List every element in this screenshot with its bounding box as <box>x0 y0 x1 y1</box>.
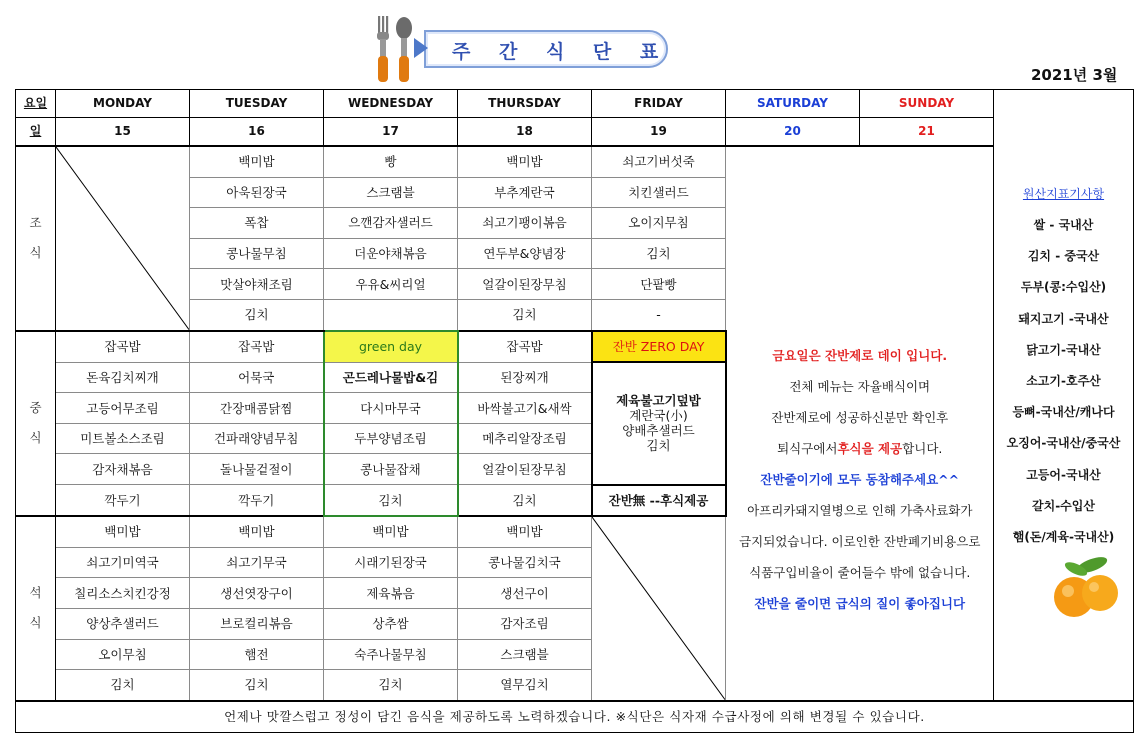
menu-item: 백미밥 <box>324 516 458 547</box>
menu-item: 잡곡밥 <box>56 331 190 363</box>
menu-item: 생선엿장구이 <box>190 578 324 609</box>
menu-item: 김치 <box>56 670 190 701</box>
notice-line: 아프리카돼지열병으로 인해 가축사료화가 <box>747 502 973 518</box>
notice-line-emphasis: 잔반줄이기에 모두 동참해주세요^^ <box>760 471 960 487</box>
menu-item: 백미밥 <box>56 516 190 547</box>
menu-item: 백미밥 <box>458 516 592 547</box>
notice-line-emphasis: 잔반을 줄이면 급식의 질이 좋아집니다 <box>754 595 966 611</box>
menu-item: 된장찌개 <box>458 362 592 393</box>
menu-item: 어묵국 <box>190 362 324 393</box>
day-monday: MONDAY <box>56 90 190 118</box>
empty-slash-cell <box>592 516 726 701</box>
day-wednesday: WEDNESDAY <box>324 90 458 118</box>
day-sunday: SUNDAY <box>860 90 994 118</box>
menu-item: 쇠고기미역국 <box>56 547 190 578</box>
notice-headline: 금요일은 잔반제로 데이 입니다. <box>772 347 948 363</box>
day-thursday: THURSDAY <box>458 90 592 118</box>
menu-item: 바싹불고기&새싹 <box>458 393 592 424</box>
day-label: 요일 <box>16 90 56 118</box>
date-cell: 16 <box>190 118 324 147</box>
menu-item: 더운야채볶음 <box>324 238 458 269</box>
menu-item: 아욱된장국 <box>190 177 324 208</box>
menu-item: 콩나물김치국 <box>458 547 592 578</box>
menu-item: 김치 <box>646 438 671 454</box>
menu-item: 감자조림 <box>458 608 592 639</box>
orange-icon <box>1046 553 1126 625</box>
origin-item: 등뼈-국내산/캐나다 <box>1012 405 1115 420</box>
date-cell: 20 <box>726 118 860 147</box>
menu-item: 얼갈이된장무침 <box>458 269 592 300</box>
banner-arrow <box>414 38 428 58</box>
date-label: 일 <box>16 118 56 147</box>
weekly-menu-table <box>15 89 1134 733</box>
menu-item: 치킨샐러드 <box>592 177 726 208</box>
menu-item: 브로컬리볶음 <box>190 608 324 639</box>
day-tuesday: TUESDAY <box>190 90 324 118</box>
menu-item: 폭찹 <box>190 208 324 239</box>
menu-item: 스크램블 <box>324 177 458 208</box>
menu-item: 시래기된장국 <box>324 547 458 578</box>
green-day-badge: green day <box>324 331 458 363</box>
menu-item: 오이지무침 <box>592 208 726 239</box>
menu-item: 감자채볶음 <box>56 454 190 485</box>
friday-lunch-menu <box>592 362 726 484</box>
day-saturday: SATURDAY <box>726 90 860 118</box>
menu-item: - <box>592 299 726 330</box>
menu-item <box>324 299 458 330</box>
menu-item: 깍두기 <box>190 485 324 517</box>
menu-item: 깍두기 <box>56 485 190 517</box>
menu-item: 생선구이 <box>458 578 592 609</box>
empty-slash-cell <box>56 146 190 331</box>
menu-item: 양상추샐러드 <box>56 608 190 639</box>
menu-item: 백미밥 <box>190 146 324 177</box>
menu-item: 미트볼소스조림 <box>56 423 190 454</box>
origin-panel <box>994 90 1134 701</box>
notice-line: 금지되었습니다. 이로인한 잔반폐기비용으로 <box>739 533 981 549</box>
menu-item: 백미밥 <box>458 146 592 177</box>
origin-item: 햄(돈/계육-국내산) <box>1012 529 1115 544</box>
menu-item: 두부양념조림 <box>324 423 458 454</box>
menu-item: 오이무침 <box>56 639 190 670</box>
notice-line: 식품구입비율이 줄어들수 밖에 없습니다. <box>749 564 971 580</box>
date-cell: 18 <box>458 118 592 147</box>
notice-panel <box>726 146 994 701</box>
origin-item: 소고기-호주산 <box>1026 373 1101 388</box>
date-cell: 17 <box>324 118 458 147</box>
menu-item: 우유&씨리얼 <box>324 269 458 300</box>
meal-label-lunch: 중 식 <box>16 331 56 517</box>
menu-item: 햄전 <box>190 639 324 670</box>
menu-item: 돌나물겉절이 <box>190 454 324 485</box>
origin-item: 오징어-국내산/중국산 <box>1006 436 1121 451</box>
menu-item: 잡곡밥 <box>458 331 592 363</box>
menu-item: 돈육김치찌개 <box>56 362 190 393</box>
menu-item: 열무김치 <box>458 670 592 701</box>
meal-label-dinner: 석 식 <box>16 516 56 701</box>
breakfast-row <box>16 146 1134 177</box>
menu-item: 얼갈이된장무침 <box>458 454 592 485</box>
origin-title: 원산지표기사항 <box>1022 186 1105 201</box>
menu-item: 김치 <box>324 670 458 701</box>
menu-item: 간장매콤닭찜 <box>190 393 324 424</box>
month-label: 2021년 3월 <box>1031 66 1118 84</box>
date-cell: 21 <box>860 118 994 147</box>
origin-item: 닭고기-국내산 <box>1026 342 1101 357</box>
origin-item: 고등어-국내산 <box>1026 467 1101 482</box>
title-banner <box>362 14 672 84</box>
meal-label-breakfast: 조 식 <box>16 146 56 331</box>
menu-item: 김치 <box>190 670 324 701</box>
fork-spoon-icon <box>362 14 422 84</box>
menu-item: 곤드레나물밥&김 <box>324 362 458 393</box>
menu-item: 제육볶음 <box>324 578 458 609</box>
date-header-row <box>16 118 1134 147</box>
page-title: 주 간 식 단 표 <box>452 41 670 63</box>
menu-item: 잡곡밥 <box>190 331 324 363</box>
footer-note: 언제나 맛깔스럽고 정성이 담긴 음식을 제공하도록 노력하겠습니다. ※식단은 식자재 수급사정에 의해 변경될 수 있습니다. <box>16 701 1134 733</box>
menu-item: 으깬감자샐러드 <box>324 208 458 239</box>
menu-item: 메추리알장조림 <box>458 423 592 454</box>
menu-item: 콩나물잡채 <box>324 454 458 485</box>
menu-item: 양배추샐러드 <box>622 423 695 439</box>
menu-item: 단팥빵 <box>592 269 726 300</box>
origin-item: 쌀 - 국내산 <box>1033 218 1094 232</box>
origin-item: 김치 - 중국산 <box>1027 249 1100 264</box>
notice-line: 잔반제로에 성공하신분만 확인후 <box>771 409 949 425</box>
zero-day-footer: 잔반無 --후식제공 <box>592 485 726 517</box>
notice-line: 전체 메뉴는 자율배식이며 <box>789 378 931 394</box>
menu-item: 쇠고기무국 <box>190 547 324 578</box>
origin-item: 돼지고기 -국내산 <box>1018 311 1109 326</box>
day-header-row <box>16 90 1134 118</box>
date-cell: 19 <box>592 118 726 147</box>
menu-item: 고등어무조림 <box>56 393 190 424</box>
menu-item: 칠리소스치킨강정 <box>56 578 190 609</box>
friday-main-dish: 제육불고기덮밥 <box>616 393 701 409</box>
menu-item: 김치 <box>324 485 458 517</box>
menu-item: 백미밥 <box>190 516 324 547</box>
menu-item: 다시마무국 <box>324 393 458 424</box>
zero-day-badge: 잔반 ZERO DAY <box>592 331 726 363</box>
menu-item: 김치 <box>190 299 324 330</box>
origin-item: 갈치-수입산 <box>1032 498 1095 513</box>
date-cell: 15 <box>56 118 190 147</box>
menu-item: 숙주나물무침 <box>324 639 458 670</box>
origin-item: 두부(콩:수입산) <box>1020 280 1107 295</box>
menu-item: 김치 <box>592 238 726 269</box>
menu-item: 스크램블 <box>458 639 592 670</box>
footer-row <box>16 701 1134 733</box>
menu-item: 연두부&양념장 <box>458 238 592 269</box>
menu-item: 빵 <box>324 146 458 177</box>
menu-item: 김치 <box>458 485 592 517</box>
menu-item: 쇠고기팽이볶음 <box>458 208 592 239</box>
notice-line: 퇴식구에서 후식을 제공 합니다. <box>777 440 943 456</box>
menu-item: 콩나물무침 <box>190 238 324 269</box>
menu-item: 부추계란국 <box>458 177 592 208</box>
menu-item: 상추쌈 <box>324 608 458 639</box>
menu-item: 쇠고기버섯죽 <box>592 146 726 177</box>
menu-item: 맛살야채조림 <box>190 269 324 300</box>
menu-item: 계란국(小) <box>629 408 688 424</box>
menu-item: 김치 <box>458 299 592 330</box>
menu-item: 건파래양념무침 <box>190 423 324 454</box>
day-friday: FRIDAY <box>592 90 726 118</box>
